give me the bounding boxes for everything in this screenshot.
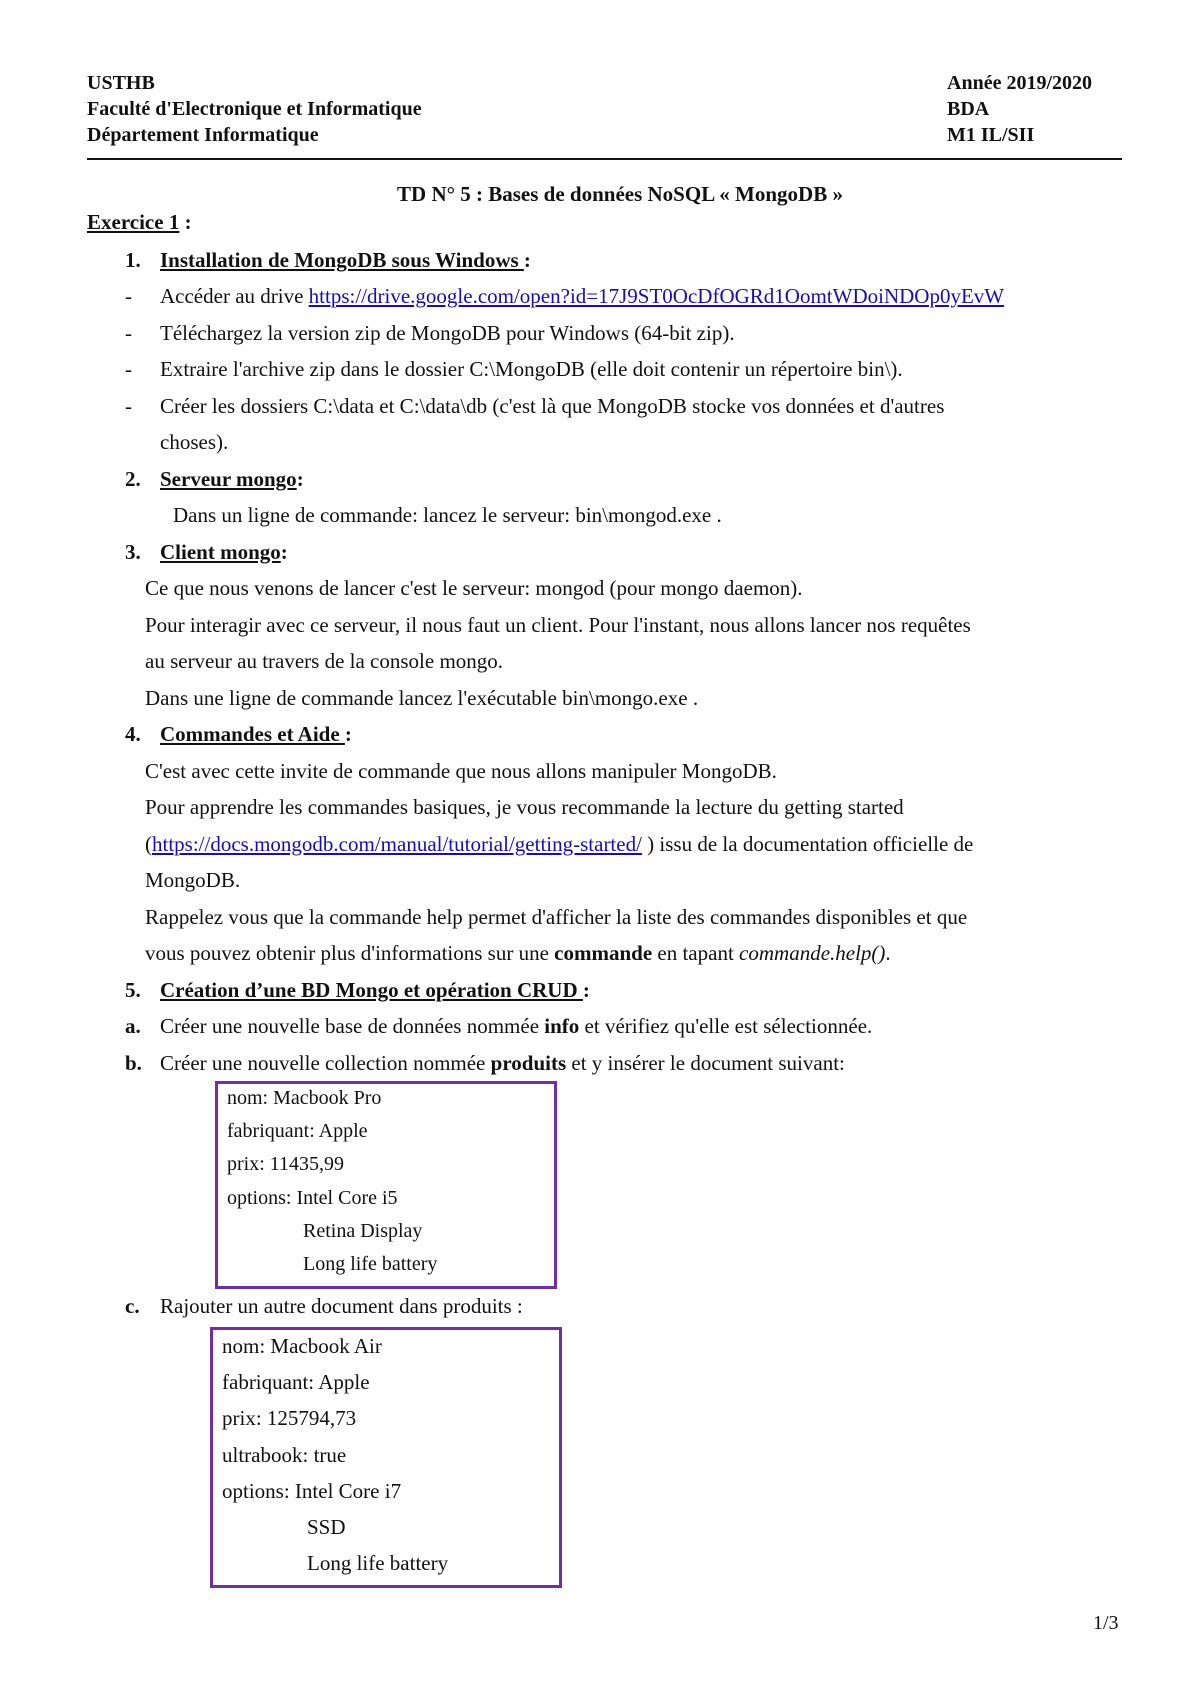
help-command-line	[145, 941, 891, 966]
help-text-line: Pour apprendre les commandes basiques, je vous recommande la lecture du getting started	[145, 795, 904, 819]
section-5-number: 5.	[125, 978, 141, 1002]
header-divider	[87, 158, 1122, 160]
drive-access-text: Accéder au drive	[160, 284, 309, 308]
doc1-line: prix: 11435,99	[227, 1153, 345, 1175]
page-number: 1/3	[1093, 1612, 1119, 1634]
section-4-colon: :	[344, 722, 352, 746]
help-text-line: Rappelez vous que la commande help permet d'afficher la liste des commandes disponibles et que	[145, 905, 968, 929]
course-name: BDA	[947, 98, 990, 120]
section-2-number: 2.	[125, 467, 141, 491]
help-text-line: MongoDB.	[145, 868, 241, 892]
exercise-heading	[87, 210, 192, 235]
client-text-line: au serveur au travers de la console mongo.	[145, 649, 504, 673]
academic-year: Année 2019/2020	[947, 72, 1092, 94]
client-text-line: Dans une ligne de commande lancez l'exécutable bin\mongo.exe .	[145, 686, 699, 710]
section-5-heading	[160, 978, 590, 1003]
exercise-label: Exercice 1	[87, 210, 180, 234]
create-folders-step: Créer les dossiers C:\data et C:\data\db (c'est là que MongoDB stocke vos données et d'autres	[160, 394, 945, 418]
item-c-text: Rajouter un autre document dans produits :	[160, 1294, 523, 1318]
help-post: .	[885, 941, 891, 965]
item-c-label: c.	[125, 1294, 140, 1318]
doc1-line: nom: Macbook Pro	[227, 1087, 382, 1109]
help-pre: vous pouvez obtenir plus d'informations sur une	[145, 941, 555, 965]
section-2-heading	[160, 467, 304, 492]
docs-suffix: ) issu de la documentation officielle de	[641, 832, 974, 856]
doc2-line: prix: 125794,73	[222, 1406, 357, 1430]
section-4-number: 4.	[125, 722, 141, 746]
item-b-text	[160, 1051, 845, 1076]
item-a-label: a.	[125, 1014, 141, 1038]
item-b-label: b.	[125, 1051, 142, 1075]
item-a-pre: Créer une nouvelle base de données nommée	[160, 1014, 545, 1038]
page-title: TD N° 5 : Bases de données NoSQL « MongoDB »	[397, 182, 843, 206]
doc2-line: options: Intel Core i7	[222, 1479, 402, 1503]
section-3-colon: :	[280, 540, 288, 564]
help-text-line: C'est avec cette invite de commande que nous allons manipuler MongoDB.	[145, 759, 777, 783]
section-4-title: Commandes et Aide	[160, 722, 345, 746]
section-5-colon: :	[582, 978, 590, 1002]
item-a-post: et vérifiez qu'elle est sélectionnée.	[579, 1014, 873, 1038]
item-a-text	[160, 1014, 872, 1039]
doc2-line: Long life battery	[307, 1551, 449, 1575]
create-folders-step-cont: choses).	[160, 430, 229, 454]
drive-link[interactable]: https://drive.google.com/open?id=17J9ST0OcDfOGRd1OomtWDoiNDOp0yEvW	[308, 284, 1005, 308]
section-1-colon: :	[523, 248, 531, 272]
section-2-title: Serveur mongo	[160, 467, 297, 491]
doc1-line: Long life battery	[303, 1253, 438, 1275]
docs-link[interactable]: https://docs.mongodb.com/manual/tutorial/getting-started/	[152, 832, 642, 856]
section-2-colon: :	[296, 467, 304, 491]
exercise-suffix: :	[179, 210, 192, 234]
download-step: Téléchargez la version zip de MongoDB pour Windows (64-bit zip).	[160, 321, 735, 345]
section-1-heading	[160, 248, 531, 273]
doc2-line: nom: Macbook Air	[222, 1334, 382, 1358]
doc2-line: fabriquant: Apple	[222, 1370, 370, 1394]
department-name: Département Informatique	[87, 124, 319, 146]
doc2-line: SSD	[307, 1515, 346, 1539]
header-left	[87, 70, 422, 148]
class-level: M1 IL/SII	[947, 124, 1035, 146]
doc1-line: fabriquant: Apple	[227, 1120, 368, 1142]
section-1-title: Installation de MongoDB sous Windows	[160, 248, 524, 272]
client-text-line: Pour interagir avec ce serveur, il nous faut un client. Pour l'instant, nous allons lancer nos requêtes	[145, 613, 971, 637]
server-instruction: Dans un ligne de commande: lancez le serveur: bin\mongod.exe .	[173, 503, 722, 527]
bullet-dash: -	[125, 321, 132, 345]
bullet-dash: -	[125, 394, 132, 418]
item-a-bold: info	[544, 1014, 580, 1038]
item-b-post: et y insérer le document suivant:	[566, 1051, 845, 1075]
client-text-line: Ce que nous venons de lancer c'est le serveur: mongod (pour mongo daemon).	[145, 576, 803, 600]
faculty-name: Faculté d'Electronique et Informatique	[87, 98, 422, 120]
extract-step: Extraire l'archive zip dans le dossier C:\MongoDB (elle doit contenir un répertoire bin\).	[160, 357, 903, 381]
help-bold: commande	[554, 941, 653, 965]
section-3-number: 3.	[125, 540, 141, 564]
section-3-title: Client mongo	[160, 540, 281, 564]
section-4-heading	[160, 722, 352, 747]
item-b-bold: produits	[490, 1051, 567, 1075]
bullet-dash: -	[125, 357, 132, 381]
drive-access-line	[160, 284, 1004, 309]
doc1-line: Retina Display	[303, 1220, 423, 1242]
item-b-pre: Créer une nouvelle collection nommée	[160, 1051, 491, 1075]
section-3-heading	[160, 540, 288, 565]
university-name: USTHB	[87, 72, 155, 94]
paren-open: (	[145, 832, 152, 856]
doc1-line: options: Intel Core i5	[227, 1187, 398, 1209]
bullet-dash: -	[125, 284, 132, 308]
getting-started-line	[145, 832, 973, 857]
help-italic: commande.help()	[739, 941, 886, 965]
section-1-number: 1.	[125, 248, 141, 272]
section-5-title: Création d’une BD Mongo et opération CRUD	[160, 978, 583, 1002]
header-right	[947, 70, 1092, 148]
doc2-line: ultrabook: true	[222, 1443, 347, 1467]
help-mid: en tapant	[652, 941, 740, 965]
